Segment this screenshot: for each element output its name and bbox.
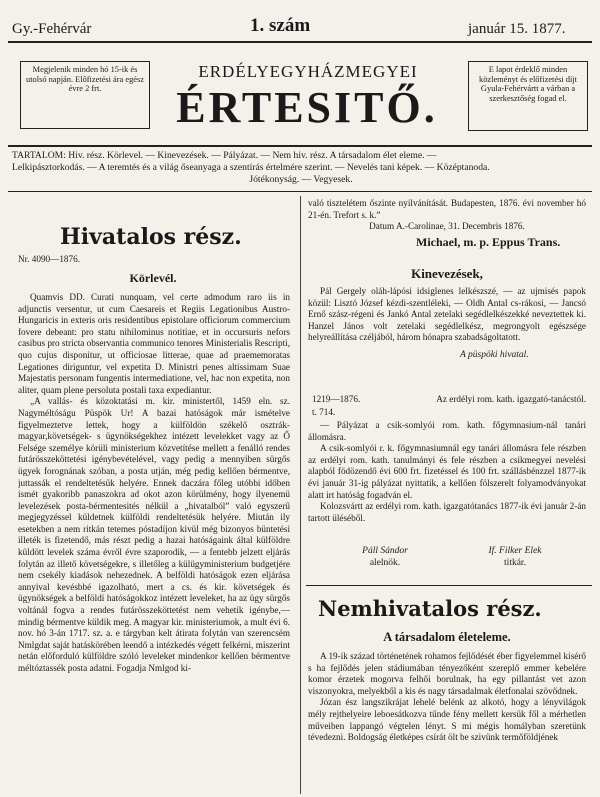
masthead-date: január 15. 1877. bbox=[468, 21, 566, 37]
editorial-box: E lapot érdeklő minden közleményt és előfizetési díjt Gyula-Fehérvártt a várban a szerkesztőség fogad el. bbox=[468, 61, 588, 131]
section-official: Hivatalos rész. bbox=[60, 224, 242, 250]
right-top-text bbox=[308, 198, 586, 233]
toc-line-2: Lelkipásztorkodás. — A teremtés és a világ őseanyaga a szentírás értelmére szerint. — Nevelés tani képek. — Középtanoda. bbox=[12, 162, 490, 173]
ref-2: 1219—1876. bbox=[312, 394, 361, 404]
circular-title: Körlevél. bbox=[129, 271, 177, 285]
article-text bbox=[308, 651, 586, 794]
appointments-body: Pál Gergely oláh-lápósi idsiglenes lelkészszé, — az ujmisés papok közül: Lisztó József kézdi-szentléleki, — Oldh Antal cs-rákosi, — Jancsó Ernő szász-régeni és Jankó Antal zetelaki segédlelkészekké neveztettek ki. Hanzel János volt zetelaki segédlelkész, megrongyolt egészsége helyreállítása czéljából, három hónapra szabadságoltatott. bbox=[308, 286, 586, 343]
section-unofficial: Nemhivatalos rész. bbox=[318, 596, 542, 621]
appointments-text bbox=[308, 286, 586, 344]
article-paragraph-1: A 19-ik század történetének rohamos fejlődését éber figyelemmel kisérő s ha fejlődés jelen stádiumában tényezőként szereplő emmer kebelére komor érzetek mogorva felhői borulnak, ha egy pillantást vet azon viszonyokra, melyekből a kis és nagy társadalmak életfonalai szövődnek. bbox=[308, 651, 586, 696]
bishop-signature: Michael, m. p. Eppus Trans. bbox=[416, 235, 561, 249]
circular-hungarian: „A vallás- és közoktatási m. kir. ministertől, 1459 eln. sz. Nagyméltóságu Püspök Ur! A bazai hatóságok már ismételve figyelmeztetve lettek, hogy a külföldön székelő osztrák-magyar,követségek- s ügynökségekhez intézett levelekket vagy az Ő Felsége személye körüli ministerium közvetítése mellett a fenálló rendes futárösszeköttetési igénybevételével, vagy pedig a mennyiben sürgős ügyek forognának szóban, a posta utján, még pedig kellően bérmentve, juttassák el rendeltetésük helyére. Ennek daczára főleg utóbbi időben ismét gyakoribb panaszokra ad okot azon körülmény, hogy ilyenemü levelezések posta-bérmentesités nélkül a „hivatalból” való egyszerű megjegyzéssel küldetnek külföldi rendeltetésük helyére. Miután ily esetekben a nem ritkán tetemes póstadíjon kivül még bizonyos büntetési illeték is fizetendő, más részt pedig a hazai hatóságaink által külföldre küldött levelek száma évről évre szaporodik, — a fentebb jelzett eljárás folytán az illető követségekre, s illetőleg a külügyministerium budgetjére nem csekély kiadások nehezednek. A belföldi hatóságok ezen eljárása annyival kevésbbé igazolható, mert a cs. és kir. követségek és ügynökségek a belföldi hatóságokkoz intézett leveleket, ha az ügy sürgős voltánál fogva a rendes futárösszeköttetést nem vehetik igénybe,— mindig bérmentve küldik meg. A magyar kir. ministeriumok, a mult évi 6. nov. hó 3-án 1717. sz. a. e tárgyban kelt átirata folytán van szerencsém Nmlgdat saját hatáskörében leendő a intézkedés végett felkérni, miszerint netán előforduló külföldre szóló leveleket mindenkor kellően bérmentve méltóztassék posta adatni. Fogadja Nmlgod ki- bbox=[18, 396, 290, 673]
ref-3: t. 714. bbox=[312, 407, 336, 417]
competition-text bbox=[308, 420, 586, 524]
masthead-title: ÉRTESITŐ. bbox=[176, 83, 438, 132]
masthead-place: Gy.-Fehérvár bbox=[12, 21, 92, 37]
council-heading: Az erdélyi rom. kath. igazgató-tanácstól. bbox=[436, 394, 586, 404]
toc-line-3: Jótékonyság. — Vegyesek. bbox=[249, 174, 353, 185]
circular-latin: Quamvis DD. Curati nunquam, vel certe admodum raro iis in adjunctis versentur, ut cum Caesareis et Regiis Legationibus Austro-Hungaricis in exteris oris residentibus epistolare officiorum commercium fovere debeant: pro statu nihilominus notitiae, et in occursuris nefors casibus pro stricta observantia communico tenores Ministerialis Rescripti, quo cujus disponitur, ut officiosae litterae, quae ad praememoratas Legationes diriguntur, vel expetita D. Ministri penes altissimam Suae Majestatis personam fungentis intermediatione, vel, hac non expetita, non aliter, quam plene persoluta postali taxa expediantur. bbox=[18, 292, 290, 395]
competition-title: — Pályázat a csik-somlyói rom. kath. főgymnasium-nál tanári állomásra. bbox=[308, 420, 586, 442]
article-title: A társadalom életeleme. bbox=[383, 630, 511, 644]
toc-line-1: TARTALOM: Hiv. rész. Körlevel. — Kinevezések. — Pályázat. — Nem hiv. rész. A társadalom élet eleme. — bbox=[12, 150, 437, 161]
appointments-title: Kinevezések, bbox=[411, 266, 483, 281]
competition-body: A csik-somlyói r. k. főgymnasiumnál egy tanári állomásra fele részben az erdélyi rom. kath. tanulmányi és fele részben a csikmegyei nevelési alapból födözendő évi 600 frt. fizetéssel és 100 frt. szállásbénzzel 1877-ik évi január 31-ig pályázat nyittatik, a kellően fölszerelt folyamodványokat alatt irt hatóság fogadván el. bbox=[308, 443, 586, 500]
signer-1-role: alelnök. bbox=[369, 558, 401, 568]
left-column-text bbox=[18, 292, 290, 794]
masthead-title-top: ERDÉLYEGYHÁZMEGYEI bbox=[198, 62, 418, 81]
signer-2-name: If. Filker Elek bbox=[488, 546, 542, 556]
ref-number: Nr. 4090—1876. bbox=[18, 254, 81, 264]
signer-1-name: Páll Sándor bbox=[362, 546, 408, 556]
letter-close: való tisztelétem őszinte nyilvánítását. Budapesten, 1876. évi november hó 21-én. Trefort s. k.” bbox=[308, 198, 586, 220]
issue-number: 1. szám bbox=[250, 15, 311, 36]
signer-2-role: titkár. bbox=[504, 558, 526, 568]
subscription-box: Megjelenik minden hó 15-ik és utolsó napján. Előfizetési ára egész évre 2 frt. bbox=[20, 61, 150, 129]
article-paragraph-2: Józan ész langszikrájat lehelé belénk az alkotó, hogy a lényvilágok mély rejthelyeire leboesátkozva tűnde fény mellett kersük fől a mérhetlen műveiben lappangó végtelen lényt. S mi mégis homályban szeretünk tévedezni. Boldogság életképes csírát ölt be szivünk termőföldjének bbox=[308, 697, 586, 743]
dated-line: Datum A.-Carolinae, 31. Decembris 1876. bbox=[369, 221, 525, 232]
episcopal-office: A püspöki hivatal. bbox=[460, 350, 529, 360]
competition-place: Kolozsvártt az erdélyi rom. kath. igazgatótanács 1877-ik évi január 2-án tartott üléséből. bbox=[308, 501, 586, 523]
